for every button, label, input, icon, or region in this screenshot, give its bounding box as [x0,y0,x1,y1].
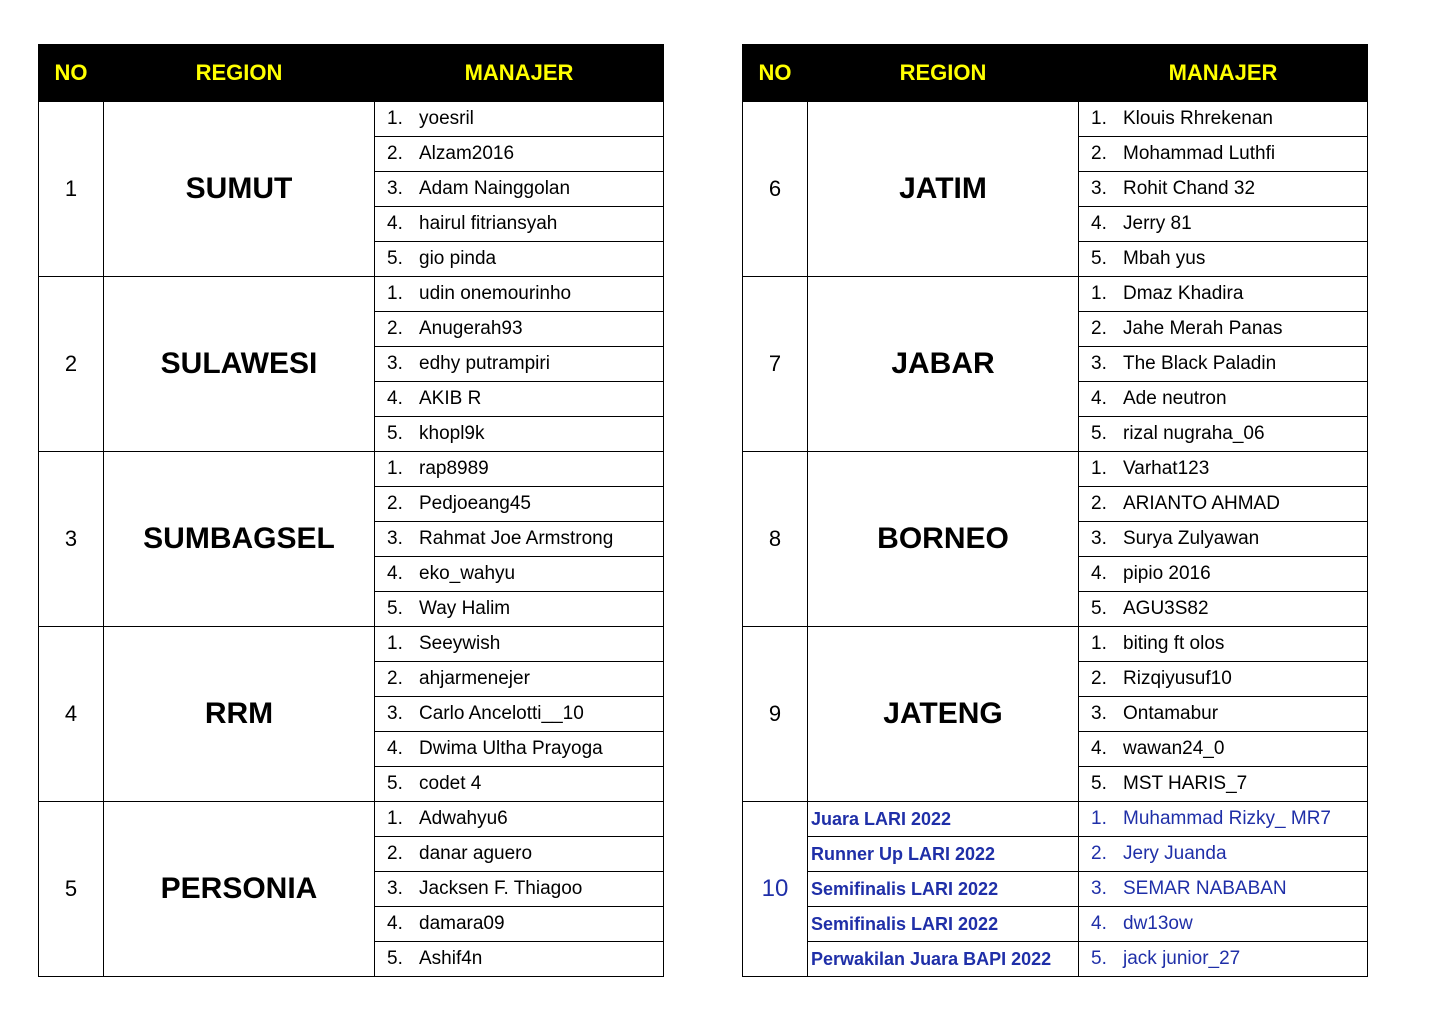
region-number: 6 [743,102,808,277]
region-name: JABAR [808,277,1079,452]
manager-rank: 2. [1091,493,1107,514]
region-number: 1 [39,102,104,277]
table-row [39,802,664,837]
manager-cell [375,277,664,312]
manager-name: AKIB R [419,388,482,409]
manager-rank: 2. [1091,143,1107,164]
manager-cell [1079,242,1368,277]
manager-name: damara09 [419,913,505,934]
manager-cell [375,382,664,417]
manager-name: Jahe Merah Panas [1123,318,1283,339]
manager-rank: 3. [1091,878,1107,899]
manager-cell [375,312,664,347]
manager-name: Rizqiyusuf10 [1123,668,1232,689]
manager-cell [375,907,664,942]
manager-name: Mbah yus [1123,248,1206,269]
manager-cell [375,662,664,697]
manager-rank: 1. [1091,808,1107,829]
manager-rank: 4. [1091,913,1107,934]
manager-name: Rohit Chand 32 [1123,178,1256,199]
manager-cell [1079,732,1368,767]
manager-cell [1079,767,1368,802]
manager-name: Varhat123 [1123,458,1210,479]
manager-name: Muhammad Rizky_ MR7 [1123,808,1331,829]
manager-rank: 5. [1091,773,1107,794]
manager-rank: 4. [1091,388,1107,409]
achievement-title: Juara LARI 2022 [808,802,1079,837]
header-manajer: MANAJER [1079,45,1368,102]
manager-name: codet 4 [419,773,482,794]
manager-cell [375,732,664,767]
manager-cell [1079,102,1368,137]
manager-cell [1079,382,1368,417]
manager-rank: 3. [1091,703,1107,724]
manager-name: Adwahyu6 [419,808,508,829]
left-table-body [39,102,664,977]
manager-name: Alzam2016 [419,143,515,164]
manager-cell [375,592,664,627]
manager-rank: 3. [387,178,403,199]
manager-cell [1079,522,1368,557]
region-name: SUMBAGSEL [104,452,375,627]
manager-name: gio pinda [419,248,497,269]
table-row [743,452,1368,487]
manager-cell [1079,627,1368,662]
region-table-right [742,44,1368,977]
manager-name: MST HARIS_7 [1123,773,1248,794]
manager-name: rizal nugraha_06 [1123,423,1265,444]
manager-cell [375,872,664,907]
manager-rank: 2. [1091,668,1107,689]
region-name: BORNEO [808,452,1079,627]
manager-cell [375,942,664,977]
manager-cell [375,697,664,732]
manager-cell [1079,312,1368,347]
manager-name: Adam Nainggolan [419,178,571,199]
manager-name: Klouis Rhrekenan [1123,108,1273,129]
manager-rank: 4. [1091,738,1107,759]
right-table-body [743,102,1368,977]
manager-name: Ontamabur [1123,703,1219,724]
manager-cell [375,837,664,872]
region-name: RRM [104,627,375,802]
manager-cell [375,137,664,172]
header-manajer: MANAJER [375,45,664,102]
header-no: NO [39,45,104,102]
manager-name: Seeywish [419,633,501,654]
manager-cell [1079,207,1368,242]
manager-rank: 4. [387,913,403,934]
manager-cell [1079,137,1368,172]
manager-rank: 2. [387,143,403,164]
header-region: REGION [104,45,375,102]
manager-rank: 1. [387,633,403,654]
manager-rank: 3. [1091,178,1107,199]
table-row [743,277,1368,312]
manager-cell [375,172,664,207]
manager-cell [1079,942,1368,977]
region-number: 8 [743,452,808,627]
manager-name: Anugerah93 [419,318,523,339]
manager-cell [1079,417,1368,452]
manager-name: Surya Zulyawan [1123,528,1260,549]
table-row [743,102,1368,137]
manager-rank: 2. [387,493,403,514]
manager-rank: 1. [1091,458,1107,479]
manager-cell [375,557,664,592]
manager-cell [1079,277,1368,312]
manager-cell [375,767,664,802]
manager-rank: 5. [1091,598,1107,619]
header-region: REGION [808,45,1079,102]
manager-rank: 3. [1091,353,1107,374]
manager-name: Way Halim [419,598,511,619]
manager-name: khopl9k [419,423,485,444]
manager-rank: 3. [387,353,403,374]
manager-cell [1079,172,1368,207]
manager-rank: 1. [1091,633,1107,654]
manager-cell [375,522,664,557]
region-name: JATENG [808,627,1079,802]
achievement-title: Semifinalis LARI 2022 [808,907,1079,942]
manager-rank: 5. [1091,248,1107,269]
header-row [743,45,1368,102]
manager-name: jack junior_27 [1123,948,1241,969]
manager-cell [375,487,664,522]
manager-name: edhy putrampiri [419,353,550,374]
manager-rank: 5. [1091,423,1107,444]
manager-rank: 1. [1091,283,1107,304]
table-row [743,837,1368,872]
achievement-title: Perwakilan Juara BAPI 2022 [808,942,1079,977]
manager-rank: 4. [387,388,403,409]
manager-cell [375,102,664,137]
manager-cell [1079,592,1368,627]
manager-rank: 5. [387,948,403,969]
manager-cell [1079,802,1368,837]
manager-rank: 4. [387,563,403,584]
manager-name: biting ft olos [1123,633,1225,654]
table-row [743,872,1368,907]
manager-rank: 4. [1091,213,1107,234]
manager-rank: 5. [387,773,403,794]
manager-name: Ashif4n [419,948,483,969]
manager-name: yoesril [419,108,474,129]
manager-rank: 2. [387,318,403,339]
achievement-title: Semifinalis LARI 2022 [808,872,1079,907]
manager-name: eko_wahyu [419,563,516,584]
manager-cell [375,242,664,277]
table-row [39,102,664,137]
manager-rank: 1. [387,283,403,304]
manager-cell [1079,872,1368,907]
manager-rank: 1. [387,808,403,829]
manager-rank: 5. [387,423,403,444]
manager-name: Dwima Ultha Prayoga [419,738,603,759]
manager-name: Carlo Ancelotti__10 [419,703,584,724]
manager-rank: 1. [387,458,403,479]
manager-rank: 3. [387,528,403,549]
manager-name: dw13ow [1123,913,1193,934]
table-row [39,627,664,662]
manager-cell [1079,452,1368,487]
table-row [743,802,1368,837]
manager-rank: 2. [387,668,403,689]
manager-cell [375,627,664,662]
region-number: 7 [743,277,808,452]
region-number: 9 [743,627,808,802]
manager-cell [1079,662,1368,697]
manager-rank: 4. [387,738,403,759]
manager-name: Pedjoeang45 [419,493,531,514]
manager-rank: 1. [1091,108,1107,129]
manager-name: The Black Paladin [1123,353,1277,374]
manager-cell [375,207,664,242]
table-row [743,627,1368,662]
manager-cell [1079,487,1368,522]
manager-name: hairul fitriansyah [419,213,558,234]
achievement-title: Runner Up LARI 2022 [808,837,1079,872]
manager-rank: 1. [387,108,403,129]
manager-name: ARIANTO AHMAD [1123,493,1280,514]
table-row [743,907,1368,942]
header-no: NO [743,45,808,102]
manager-cell [1079,347,1368,382]
manager-rank: 5. [387,598,403,619]
manager-rank: 3. [387,878,403,899]
region-number: 3 [39,452,104,627]
manager-cell [375,802,664,837]
manager-name: rap8989 [419,458,489,479]
region-table-left [38,44,664,977]
manager-cell [375,417,664,452]
manager-name: danar aguero [419,843,533,864]
manager-name: Jerry 81 [1123,213,1192,234]
table-row [743,942,1368,977]
manager-rank: 5. [1091,948,1107,969]
manager-name: wawan24_0 [1123,738,1225,759]
region-number: 5 [39,802,104,977]
manager-name: ahjarmenejer [419,668,530,689]
manager-rank: 2. [1091,318,1107,339]
manager-cell [1079,557,1368,592]
manager-name: Dmaz Khadira [1123,283,1244,304]
special-number: 10 [743,802,808,977]
region-name: SULAWESI [104,277,375,452]
manager-name: udin onemourinho [419,283,572,304]
region-number: 4 [39,627,104,802]
header-row [39,45,664,102]
manager-cell [1079,697,1368,732]
manager-name: Jery Juanda [1123,843,1227,864]
manager-name: Rahmat Joe Armstrong [419,528,614,549]
region-name: SUMUT [104,102,375,277]
manager-rank: 4. [1091,563,1107,584]
manager-rank: 5. [387,248,403,269]
table-row [39,452,664,487]
manager-cell [1079,907,1368,942]
manager-name: Jacksen F. Thiagoo [419,878,583,899]
manager-rank: 2. [387,843,403,864]
manager-name: pipio 2016 [1123,563,1211,584]
table-row [39,277,664,312]
manager-name: AGU3S82 [1123,598,1209,619]
region-number: 2 [39,277,104,452]
manager-name: Ade neutron [1123,388,1227,409]
manager-name: SEMAR NABABAN [1123,878,1287,899]
manager-rank: 2. [1091,843,1107,864]
manager-cell [1079,837,1368,872]
manager-cell [375,347,664,382]
manager-rank: 3. [387,703,403,724]
region-name: PERSONIA [104,802,375,977]
manager-name: Mohammad Luthfi [1123,143,1276,164]
manager-rank: 4. [387,213,403,234]
manager-rank: 3. [1091,528,1107,549]
region-name: JATIM [808,102,1079,277]
manager-cell [375,452,664,487]
